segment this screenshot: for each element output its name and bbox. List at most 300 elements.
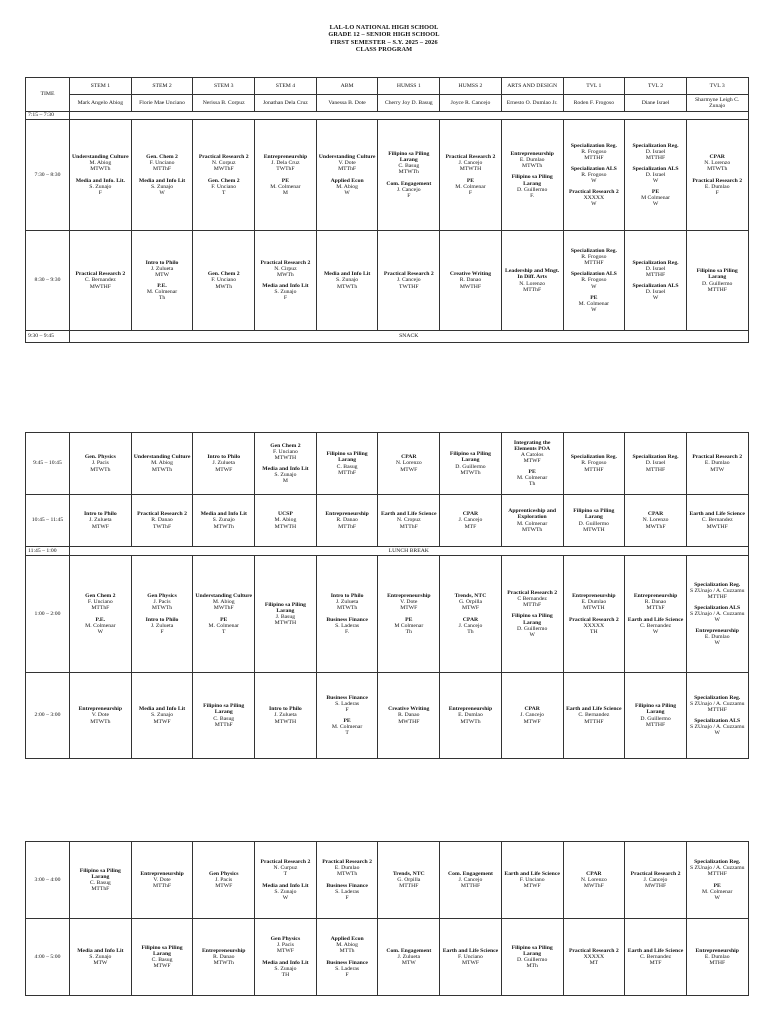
subject-name: UCSP <box>277 511 293 518</box>
schedule-cell <box>131 919 193 996</box>
teacher-name: G. Orpilla <box>458 599 482 606</box>
subject-name: Gen Physics <box>270 936 301 943</box>
teacher-name: R. Danao <box>398 712 420 719</box>
class-days: W <box>159 189 165 196</box>
class-days: MTTHF <box>645 466 666 473</box>
subject-name: Specialization ALS <box>570 165 617 172</box>
class-days: MTWF <box>215 466 233 473</box>
class-days: MTWF <box>153 718 171 725</box>
class-days: MTW <box>710 466 725 473</box>
schedule-table-page-1 <box>25 77 749 343</box>
section-adviser: Nerissa B. Corpuz <box>193 95 255 112</box>
schedule-cell <box>440 120 502 231</box>
teacher-name: R. Frogoso <box>581 460 607 467</box>
table-row <box>26 919 749 996</box>
time-slot: 11:45 – 1:00 <box>26 547 70 556</box>
teacher-name: E. Dumlao <box>581 599 607 606</box>
subject-name: Specialization ALS <box>632 165 679 172</box>
teacher-name: N. Curpuz <box>273 865 298 872</box>
subject-name: Specialization ALS <box>694 718 741 724</box>
schedule-cell <box>70 919 132 996</box>
class-days: MTTHF <box>707 286 727 293</box>
class-days: MTThF <box>338 166 357 173</box>
class-days: MTThF <box>523 286 542 293</box>
schedule-cell <box>625 673 687 759</box>
teacher-name: S. Laderas <box>335 700 360 707</box>
section-adviser: Vanessa B. Dote <box>316 95 378 112</box>
teacher-name: F. Unciano <box>272 448 298 455</box>
subject-name: Media and Info Lit <box>200 511 247 518</box>
class-days: MTWTh <box>90 166 111 173</box>
class-days: MTWTh <box>460 718 481 725</box>
teacher-name: J. Basug <box>275 614 296 620</box>
teacher-name: S. Laderas <box>335 622 360 629</box>
schedule-cell <box>316 673 378 759</box>
class-days: MTWTH <box>459 166 482 173</box>
teacher-name: D. Guillermo <box>516 186 548 193</box>
subject-name: Filipino sa Piling Larang <box>696 268 738 281</box>
schedule-cell <box>625 495 687 547</box>
empty-period <box>70 112 749 120</box>
time-slot: 9:30 – 9:45 <box>26 331 70 343</box>
subject-name: Intro to Philo <box>83 511 117 518</box>
subject-name: Entrepreneurship <box>572 593 616 600</box>
subject-name: Specialization ALS <box>694 604 741 611</box>
subject-name: Gen. Chem 2 <box>146 154 178 161</box>
table-row <box>26 556 749 673</box>
subject-name: Entrepreneurship <box>448 706 493 713</box>
teacher-name: S. Zunajo <box>274 472 297 479</box>
subject-name: PE <box>590 294 598 301</box>
teacher-name: J. Pacis <box>215 876 233 883</box>
subject-name: Media and Info Lit <box>262 882 309 889</box>
subject-name: Entrepreneurship <box>78 706 123 713</box>
teacher-name: N. Corpuz <box>211 160 236 167</box>
teacher-name: N. Lorenzo <box>642 517 669 524</box>
class-days: MTWTh <box>522 526 543 533</box>
time-slot: 7:15 – 7:30 <box>26 112 70 120</box>
subject-name: CPAR <box>462 511 479 518</box>
time-slot: 4:00 – 5:00 <box>26 919 70 996</box>
subject-name: Specialization Reg. <box>570 248 617 255</box>
schedule-cell <box>501 673 563 759</box>
class-days: MTTHF <box>584 466 604 473</box>
subject-name: Media and Info Lit <box>138 706 186 713</box>
teacher-name: J. Zulueta <box>212 460 235 467</box>
schedule-cell <box>131 673 193 759</box>
subject-name: Practical Research 2 <box>445 154 496 161</box>
class-days: MTThF <box>646 605 665 612</box>
schedule-cell <box>255 433 317 495</box>
teacher-name: C. Basug <box>89 880 111 886</box>
teacher-name: J. Zulueta <box>335 599 359 606</box>
subject-name: Practical Research 2 <box>507 590 558 597</box>
section-name: HUMSS 1 <box>378 78 440 95</box>
class-days: T <box>345 730 349 737</box>
teacher-name: E. Dumlao <box>519 157 545 164</box>
teacher-name: J. Zulueta <box>150 265 174 272</box>
class-days: MTWTh <box>522 163 543 170</box>
subject-name: Media and Info Lit <box>262 959 309 966</box>
schedule-cell <box>193 673 255 759</box>
schedule-cell <box>563 556 625 673</box>
class-days: MT <box>589 960 599 967</box>
teacher-name: M. Abiog <box>274 517 297 524</box>
teacher-name: C. Bernandez <box>84 277 116 284</box>
schedule-cell <box>255 556 317 673</box>
subject-name: Com. Engagement <box>386 947 432 954</box>
schedule-cell <box>316 919 378 996</box>
teacher-name: S. Zunajo <box>212 517 235 524</box>
schedule-cell <box>440 919 502 996</box>
subject-name: Earth and Life Science <box>442 947 499 954</box>
teacher-name: V. Dote <box>91 712 109 719</box>
teacher-name: S. Laderas <box>335 888 360 895</box>
schedule-cell <box>193 495 255 547</box>
class-days: MTThF <box>399 523 418 530</box>
subject-name: P.E. <box>157 283 167 289</box>
teacher-name: M. Colmenar <box>516 520 548 527</box>
class-days: MTW <box>155 271 169 278</box>
subject-name: Media and Info Lit <box>138 177 186 184</box>
time-slot: 2:00 – 3:00 <box>26 673 70 759</box>
subject-name: Business Finance <box>326 616 368 623</box>
class-days: MTHF <box>709 960 726 967</box>
class-days: W <box>714 640 720 647</box>
subject-name: Filipino sa Piling Larang <box>511 944 553 957</box>
teacher-name: E. Dumlao <box>458 712 483 719</box>
class-days: W <box>714 894 720 901</box>
teacher-name: M. Colmenar <box>208 622 239 629</box>
class-days: F <box>345 894 349 901</box>
subject-name: Entrepreneurship <box>325 511 369 518</box>
subject-name: Intro to Philo <box>269 706 302 713</box>
teacher-name: J. Pacis <box>91 460 109 467</box>
subject-name: Understanding Culture <box>195 593 253 600</box>
class-days: MTWF <box>461 960 479 967</box>
class-days: MTWF <box>91 523 109 530</box>
subject-name: PE <box>281 177 290 184</box>
subject-name: PE <box>405 616 413 623</box>
schedule-cell <box>255 842 317 919</box>
time-header: TIME <box>26 78 70 112</box>
subject-name: Earth and Life Science <box>627 616 684 623</box>
schedule-cell <box>501 556 563 673</box>
section-name: STEM 3 <box>193 78 255 95</box>
class-days: MTWF <box>153 963 171 970</box>
time-slot: 7:30 – 8:30 <box>26 120 70 231</box>
schedule-cell <box>501 433 563 495</box>
class-days: W <box>652 201 659 208</box>
section-name: STEM 1 <box>70 78 132 95</box>
subject-name: Entrepreneurship <box>202 947 246 954</box>
subject-name: Entrepreneurship <box>695 947 739 954</box>
schedule-cell <box>686 433 748 495</box>
class-days: MTThF <box>214 721 233 728</box>
subject-name: Understanding Culture <box>318 154 376 161</box>
schedule-cell <box>563 673 625 759</box>
subject-name: Filipino sa Piling Larang <box>141 944 183 957</box>
class-days: MTWTH <box>274 454 297 461</box>
teacher-name: M. Colmenar <box>331 724 363 731</box>
teacher-name: S. Zunajo <box>150 712 174 719</box>
class-days: MWTh <box>215 283 233 290</box>
schedule-cell <box>131 120 193 231</box>
class-days: MTTHF <box>707 871 727 878</box>
teacher-name: N. Lorenzo <box>395 460 422 467</box>
schedule-cell <box>563 842 625 919</box>
schedule-cell <box>686 231 748 331</box>
section-adviser: Diane Israel <box>625 95 687 112</box>
class-days: MTWF <box>523 883 541 890</box>
schedule-table-page-3 <box>25 841 749 996</box>
schedule-cell <box>625 556 687 673</box>
subject-name: Entrepreneurship <box>510 151 554 158</box>
section-header-row <box>26 78 749 95</box>
table-row <box>26 495 749 547</box>
schedule-cell <box>501 231 563 331</box>
schedule-cell <box>501 919 563 996</box>
subject-name: PE <box>466 177 475 184</box>
teacher-name: C. Basug <box>336 463 358 470</box>
subject-name: Filipino sa Piling Larang <box>326 451 368 464</box>
schedule-cell <box>563 231 625 331</box>
table-row <box>26 231 749 331</box>
schedule-cell <box>316 433 378 495</box>
time-slot: 8:30 – 9:30 <box>26 231 70 331</box>
class-days: MTTHF <box>399 883 419 890</box>
teacher-name: M. Colmenar <box>85 622 116 629</box>
class-days: MTTHF <box>584 260 604 267</box>
schedule-cell <box>501 120 563 231</box>
schedule-cell <box>193 433 255 495</box>
section-name: ARTS AND DESIGN <box>501 78 563 95</box>
subject-name: Entrepreneurship <box>140 870 184 877</box>
school-name: LAL-LO NATIONAL HIGH SCHOOL <box>329 24 439 31</box>
teacher-name: S. Zunajo <box>89 183 112 190</box>
subject-name: Practical Research 2 <box>630 870 681 877</box>
teacher-name: D. Israel <box>645 148 666 155</box>
teacher-name: S. Zunajo <box>274 888 297 895</box>
schedule-cell <box>686 120 748 231</box>
class-days: MTWF <box>276 948 294 955</box>
class-days: MWTHF <box>398 718 420 725</box>
class-days: MTTHF <box>584 154 604 161</box>
subject-name: Intro to Philo <box>330 593 364 600</box>
class-days: M <box>282 478 288 485</box>
subject-name: Integrating the Elements POA <box>513 439 551 452</box>
teacher-name: D. Guillermo <box>455 463 486 470</box>
class-days: W <box>591 178 597 185</box>
teacher-name: S ZUnajo / A. Cuzzamu <box>689 610 745 617</box>
class-days: W <box>282 894 289 901</box>
subject-name: Gen Chem 2 <box>85 593 116 600</box>
class-days: MTWTh <box>90 718 111 725</box>
class-days: MTWTH <box>583 605 605 612</box>
schedule-cell <box>193 842 255 919</box>
subject-name: Practical Research 2 <box>568 189 619 196</box>
teacher-name: C. Basug <box>398 163 420 170</box>
subject-name: Practical Research 2 <box>692 454 743 461</box>
teacher-name: F. Unciano <box>87 599 113 606</box>
class-days: Th <box>467 628 474 635</box>
class-days: MWThF <box>645 523 666 530</box>
schedule-cell <box>378 673 440 759</box>
schedule-cell <box>625 842 687 919</box>
teacher-name: F. Unciano <box>211 277 237 284</box>
teacher-name: M Colmenar <box>641 195 670 202</box>
class-days: MTTHF <box>707 593 727 600</box>
subject-name: Com. Engagement <box>386 180 432 187</box>
section-adviser: Cherry Joy D. Basug <box>378 95 440 112</box>
subject-name: Trends, NTC <box>392 870 425 877</box>
class-days: Th <box>405 628 412 635</box>
subject-name: Practical Research 2 <box>568 616 619 623</box>
teacher-name: XXXXX <box>583 953 605 960</box>
table-row <box>26 842 749 919</box>
teacher-name: C Bernandez <box>517 596 547 603</box>
subject-name: Practical Research 2 <box>75 271 126 278</box>
class-days: MTWTH <box>583 526 605 533</box>
schedule-cell <box>378 120 440 231</box>
teacher-name: M. Colmenar <box>455 183 486 190</box>
class-days: MTWTh <box>151 605 173 612</box>
teacher-name: R. Danao <box>336 517 358 524</box>
class-days: MTF <box>464 523 477 530</box>
table-row <box>26 120 749 231</box>
schedule-cell <box>70 842 132 919</box>
schedule-cell <box>316 842 378 919</box>
subject-name: P.E. <box>95 616 106 623</box>
subject-name: Earth and Life Science <box>627 947 684 954</box>
subject-name: Com. Engagement <box>448 870 493 877</box>
schedule-cell <box>193 231 255 331</box>
subject-name: Practical Research 2 <box>568 947 619 954</box>
section-adviser: Joyce R. Cancejo <box>440 95 502 112</box>
section-adviser: Jonathan Dela Cruz <box>255 95 317 112</box>
schedule-cell <box>625 231 687 331</box>
schedule-cell <box>378 919 440 996</box>
teacher-name: J. Cancejo <box>520 712 544 719</box>
subject-name: Understanding Culture <box>133 454 191 461</box>
schedule-cell <box>378 556 440 673</box>
class-days: W <box>591 201 597 208</box>
section-adviser: Mark Angelo Abiog <box>70 95 132 112</box>
schedule-cell <box>316 120 378 231</box>
class-days: F <box>345 971 349 978</box>
teacher-name: N. Lorenzo <box>580 876 607 883</box>
schedule-cell <box>70 120 132 231</box>
schedule-cell <box>440 231 502 331</box>
class-days: MTWTH <box>274 523 297 530</box>
class-days: MTWF <box>400 466 418 473</box>
class-days: W <box>529 631 535 638</box>
teacher-name: J. Cancejo <box>458 876 483 883</box>
subject-name: Creative Writing <box>388 706 430 713</box>
schedule-cell <box>440 495 502 547</box>
teacher-name: E. Dumlao <box>704 953 730 960</box>
teacher-name: J. Dela Cruz <box>271 160 300 167</box>
teacher-name: J. Zulueta <box>397 953 420 960</box>
subject-name: Intro to Philo <box>145 616 179 623</box>
schedule-cell <box>686 842 748 919</box>
class-days: F. <box>345 628 350 635</box>
subject-name: Filipino sa Piling Larang <box>264 601 306 614</box>
teacher-name: F. Unciano <box>458 953 483 960</box>
section-name: TVL 1 <box>563 78 625 95</box>
teacher-name: S. Zunajo <box>150 183 174 190</box>
class-days: F <box>715 189 719 196</box>
subject-name: Specialization ALS <box>570 271 617 278</box>
class-days: TWThF <box>276 166 295 173</box>
teacher-name: M. Colmenar <box>146 289 178 296</box>
time-slot: 1:00 – 2:00 <box>26 556 70 673</box>
schedule-cell <box>625 120 687 231</box>
class-days: MTTHF <box>645 271 666 278</box>
teacher-name: J. Cancejo <box>643 876 668 883</box>
class-days: W <box>652 628 659 635</box>
class-days: MTWTH <box>274 620 297 627</box>
schedule-cell <box>625 919 687 996</box>
class-days: MTThF <box>153 883 172 890</box>
subject-name: Gen Chem 2 <box>270 442 301 449</box>
class-days: TH <box>281 971 290 978</box>
class-days: MTW <box>93 960 108 967</box>
schedule-cell <box>193 556 255 673</box>
class-days: MTThF <box>338 469 357 476</box>
teacher-name: D. Guillermo <box>516 625 548 632</box>
schedule-cell <box>131 495 193 547</box>
teacher-name: E. Dumlao <box>704 183 730 190</box>
schedule-cell <box>501 842 563 919</box>
schedule-cell <box>255 495 317 547</box>
subject-name: PE <box>343 718 351 724</box>
teacher-name: XXXXX <box>583 622 605 629</box>
class-days: MTTHF <box>707 706 727 713</box>
teacher-name: D. Guillermo <box>640 715 671 722</box>
teacher-name: M. Abiog <box>336 942 358 949</box>
subject-name: Specialization Reg. <box>632 142 679 149</box>
subject-name: Business Finance <box>326 694 368 701</box>
class-days: MTTHF <box>645 154 666 161</box>
teacher-name: R. Danao <box>212 953 235 960</box>
teacher-name: D. Guillermo <box>702 280 733 287</box>
teacher-name: J. Zulueta <box>89 517 112 524</box>
subject-name: Gen Physics <box>147 593 177 600</box>
subject-name: Filipino sa Piling Larang <box>388 151 430 164</box>
teacher-name: R. Danao <box>151 517 173 524</box>
teacher-name: R. Frogoso <box>581 171 607 178</box>
subject-name: CPAR <box>647 511 664 518</box>
schedule-cell <box>440 556 502 673</box>
teacher-name: M Colmenar <box>394 622 424 629</box>
teacher-name: C. Bernandez <box>578 712 610 719</box>
subject-name: Entrepreneurship <box>263 154 308 161</box>
class-days: F <box>407 192 411 199</box>
schedule-cell <box>625 433 687 495</box>
schedule-cell <box>316 556 378 673</box>
subject-name: Earth and Life Science <box>689 511 745 518</box>
teacher-name: M. Abiog <box>151 460 173 467</box>
teacher-name: J. Cancejo <box>458 622 483 629</box>
subject-name: Applied Econ <box>330 177 364 184</box>
teacher-name: V. Dote <box>400 599 418 606</box>
subject-name: Practical Research 2 <box>137 511 187 518</box>
class-days: MTWTh <box>213 960 234 967</box>
subject-name: PE <box>220 616 228 623</box>
subject-name: Apprenticeship and Exploration <box>508 508 557 521</box>
class-days: F. <box>530 192 535 199</box>
